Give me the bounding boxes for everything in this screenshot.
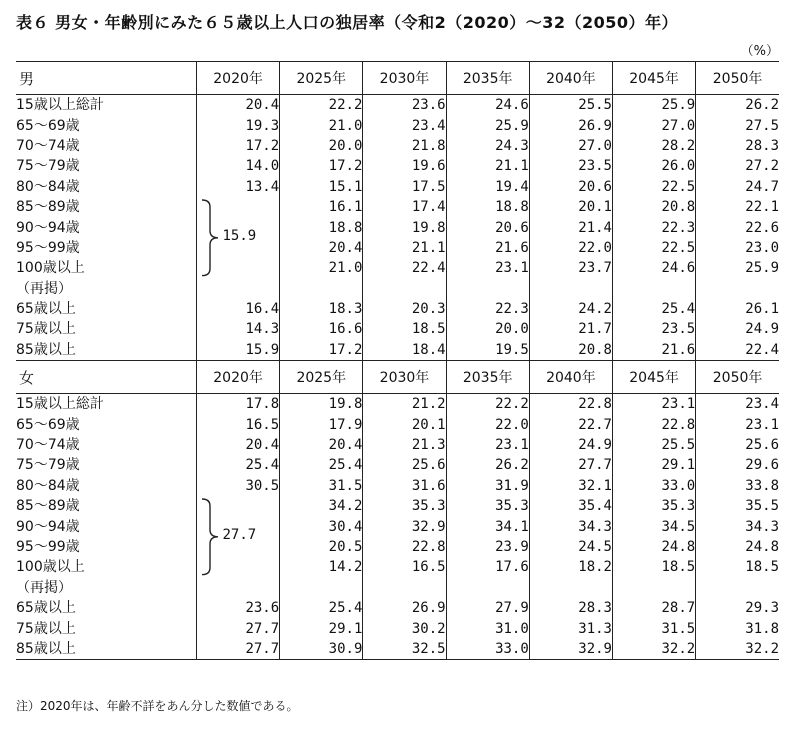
value-cell: 24.3 xyxy=(446,136,529,156)
value-cell: 25.6 xyxy=(363,455,446,475)
table-title: 表６ 男女・年齢別にみた６５歳以上人口の独居率（令和2（2020）～32（2050）年） xyxy=(16,13,679,32)
value-cell: 18.2 xyxy=(529,557,612,577)
merged-85plus-2020-value: 15.9 xyxy=(222,227,257,244)
table-row xyxy=(16,557,779,577)
value-cell: 31.6 xyxy=(363,476,446,496)
value-cell: 34.3 xyxy=(696,516,779,536)
year-header: 2035年 xyxy=(446,62,529,95)
value-cell: 31.8 xyxy=(696,618,779,638)
table-row xyxy=(16,95,779,116)
value-cell: 17.8 xyxy=(196,394,279,415)
year-header: 2030年 xyxy=(363,361,446,394)
value-cell: 23.4 xyxy=(696,394,779,415)
solitary-rate-table xyxy=(16,61,779,660)
value-cell: 20.0 xyxy=(280,136,363,156)
year-header: 2025年 xyxy=(280,361,363,394)
value-cell: 25.9 xyxy=(696,258,779,278)
value-cell: 27.7 xyxy=(529,455,612,475)
value-cell: 26.1 xyxy=(696,299,779,319)
row-label: 90～94歳 xyxy=(16,518,80,535)
value-cell: 22.6 xyxy=(696,217,779,237)
row-label: 85歳以上 xyxy=(16,639,196,660)
value-cell: 28.3 xyxy=(696,136,779,156)
value-cell: 32.2 xyxy=(696,639,779,660)
value-cell: 23.1 xyxy=(446,435,529,455)
value-cell: 32.2 xyxy=(612,639,695,660)
row-label: 70～74歳 xyxy=(16,137,80,154)
value-cell: 16.1 xyxy=(280,197,363,217)
value-cell: 20.4 xyxy=(196,95,279,116)
value-cell: 13.4 xyxy=(196,177,279,197)
value-cell: 30.5 xyxy=(196,476,279,496)
year-header: 2040年 xyxy=(529,62,612,95)
value-cell: 20.1 xyxy=(529,197,612,217)
value-cell: 22.4 xyxy=(696,340,779,361)
year-header: 2050年 xyxy=(696,361,779,394)
value-cell: 18.5 xyxy=(696,557,779,577)
table-row xyxy=(16,537,779,557)
value-cell: 25.4 xyxy=(612,299,695,319)
value-cell: 30.9 xyxy=(280,639,363,660)
row-label: 75～79歳 xyxy=(16,457,80,474)
year-header: 2040年 xyxy=(529,361,612,394)
value-cell: 35.3 xyxy=(612,496,695,516)
value-cell: 22.5 xyxy=(612,238,695,258)
value-cell: 18.5 xyxy=(363,319,446,339)
female-section-label: 女 xyxy=(16,361,196,394)
value-cell: 22.2 xyxy=(280,95,363,116)
row-label: 95～99歳 xyxy=(16,539,80,555)
value-cell: 26.9 xyxy=(529,115,612,135)
value-cell: 22.7 xyxy=(529,414,612,434)
value-cell: 28.7 xyxy=(612,598,695,618)
value-cell: 22.2 xyxy=(446,394,529,415)
value-cell: 19.5 xyxy=(446,340,529,361)
value-cell: 27.7 xyxy=(196,639,279,660)
value-cell: 21.8 xyxy=(363,136,446,156)
value-cell xyxy=(446,578,529,598)
value-cell xyxy=(612,279,695,299)
table-row xyxy=(16,414,779,434)
value-cell: 20.3 xyxy=(363,299,446,319)
value-cell: 20.5 xyxy=(280,537,363,557)
value-cell: 29.3 xyxy=(696,598,779,618)
value-cell xyxy=(529,279,612,299)
value-cell: 15.1 xyxy=(280,177,363,197)
value-cell: 21.4 xyxy=(529,217,612,237)
table-row xyxy=(16,639,779,660)
value-cell xyxy=(696,578,779,598)
value-cell: 21.6 xyxy=(446,238,529,258)
value-cell: 22.8 xyxy=(363,537,446,557)
value-cell: 20.6 xyxy=(446,217,529,237)
value-cell: 34.5 xyxy=(612,516,695,536)
row-label: （再掲） xyxy=(16,280,72,297)
row-label: 65～69歳 xyxy=(16,416,80,433)
table-row xyxy=(16,394,779,415)
value-cell: 33.0 xyxy=(612,476,695,496)
value-cell: 21.1 xyxy=(363,238,446,258)
value-cell: 25.9 xyxy=(446,115,529,135)
value-cell: 21.1 xyxy=(446,156,529,176)
value-cell: 23.0 xyxy=(696,238,779,258)
value-cell: 23.5 xyxy=(529,156,612,176)
value-cell: 34.3 xyxy=(529,516,612,536)
value-cell: 24.2 xyxy=(529,299,612,319)
value-cell: 24.6 xyxy=(612,258,695,278)
value-cell: 31.3 xyxy=(529,618,612,638)
value-cell: 18.3 xyxy=(280,299,363,319)
value-cell: 32.9 xyxy=(363,516,446,536)
merge-brace-icon xyxy=(200,197,224,279)
value-cell: 32.5 xyxy=(363,639,446,660)
value-cell: 19.4 xyxy=(446,177,529,197)
value-cell: 27.9 xyxy=(446,598,529,618)
male-header-row xyxy=(16,62,779,95)
value-cell: 26.0 xyxy=(612,156,695,176)
value-cell: 22.8 xyxy=(612,414,695,434)
value-cell: 20.4 xyxy=(280,435,363,455)
value-cell: 29.1 xyxy=(280,618,363,638)
year-header: 2045年 xyxy=(612,361,695,394)
year-header: 2030年 xyxy=(363,62,446,95)
table-row xyxy=(16,319,779,339)
value-cell: 21.0 xyxy=(280,115,363,135)
value-cell: 18.5 xyxy=(612,557,695,577)
value-cell: 22.5 xyxy=(612,177,695,197)
value-cell: 22.0 xyxy=(529,238,612,258)
value-cell: 27.0 xyxy=(612,115,695,135)
value-cell: 18.8 xyxy=(280,217,363,237)
value-cell: 27.5 xyxy=(696,115,779,135)
table-row xyxy=(16,578,779,598)
value-cell: 20.8 xyxy=(612,197,695,217)
row-label: 85～89歳 xyxy=(16,199,80,216)
value-cell: 25.4 xyxy=(196,455,279,475)
table-row xyxy=(16,177,779,197)
value-cell: 22.3 xyxy=(446,299,529,319)
value-cell: 17.5 xyxy=(363,177,446,197)
value-cell: 21.7 xyxy=(529,319,612,339)
value-cell: 25.5 xyxy=(612,435,695,455)
value-cell: 25.5 xyxy=(529,95,612,116)
value-cell: 21.6 xyxy=(612,340,695,361)
value-cell: 32.1 xyxy=(529,476,612,496)
value-cell: 26.2 xyxy=(696,95,779,116)
value-cell: 24.6 xyxy=(446,95,529,116)
value-cell xyxy=(363,578,446,598)
value-cell: 22.8 xyxy=(529,394,612,415)
table-row xyxy=(16,279,779,299)
value-cell: 28.2 xyxy=(612,136,695,156)
value-cell: 19.8 xyxy=(363,217,446,237)
value-cell: 17.9 xyxy=(280,414,363,434)
value-cell: 30.4 xyxy=(280,516,363,536)
value-cell: 25.6 xyxy=(696,435,779,455)
value-cell: 14.2 xyxy=(280,557,363,577)
row-label: 65歳以上 xyxy=(16,600,76,617)
value-cell: 27.2 xyxy=(696,156,779,176)
value-cell: 23.5 xyxy=(612,319,695,339)
value-cell xyxy=(612,578,695,598)
row-label: 100歳以上 xyxy=(16,260,85,277)
value-cell: 31.9 xyxy=(446,476,529,496)
value-cell xyxy=(196,578,279,598)
value-cell: 14.3 xyxy=(196,319,279,339)
value-cell: 18.8 xyxy=(446,197,529,217)
value-cell: 15.9 xyxy=(196,340,279,361)
value-cell: 17.2 xyxy=(280,340,363,361)
year-header: 2035年 xyxy=(446,361,529,394)
value-cell: 21.3 xyxy=(363,435,446,455)
value-cell: 23.6 xyxy=(196,598,279,618)
table-row xyxy=(16,618,779,638)
value-cell xyxy=(280,578,363,598)
value-cell: 23.7 xyxy=(529,258,612,278)
value-cell: 20.1 xyxy=(363,414,446,434)
value-cell: 20.4 xyxy=(280,238,363,258)
value-cell: 23.1 xyxy=(696,414,779,434)
value-cell: 35.4 xyxy=(529,496,612,516)
male-section-label: 男 xyxy=(16,62,196,95)
value-cell: 32.9 xyxy=(529,639,612,660)
row-label: 15歳以上総計 xyxy=(16,396,104,413)
value-cell xyxy=(363,279,446,299)
value-cell: 22.1 xyxy=(696,197,779,217)
value-cell xyxy=(446,279,529,299)
footnote: 注）2020年は、年齢不詳をあん分した数値である。 xyxy=(16,699,299,713)
row-label: 85歳以上 xyxy=(16,340,196,361)
value-cell: 25.4 xyxy=(280,455,363,475)
table-row xyxy=(16,115,779,135)
value-cell: 31.5 xyxy=(280,476,363,496)
value-cell: 24.8 xyxy=(696,537,779,557)
year-header: 2020年 xyxy=(196,361,279,394)
row-label: 75～79歳 xyxy=(16,158,80,175)
value-cell: 17.4 xyxy=(363,197,446,217)
value-cell: 29.1 xyxy=(612,455,695,475)
value-cell: 35.5 xyxy=(696,496,779,516)
table-row xyxy=(16,197,779,217)
value-cell xyxy=(529,578,612,598)
merge-brace-icon xyxy=(200,496,224,578)
value-cell: 35.3 xyxy=(363,496,446,516)
value-cell: 24.7 xyxy=(696,177,779,197)
value-cell: 28.3 xyxy=(529,598,612,618)
row-label: 15歳以上総計 xyxy=(16,97,104,114)
value-cell: 17.2 xyxy=(280,156,363,176)
table-row xyxy=(16,156,779,176)
table-row xyxy=(16,496,779,516)
table-row xyxy=(16,598,779,618)
table-row xyxy=(16,435,779,455)
unit-label: （%） xyxy=(740,44,779,59)
value-cell: 23.1 xyxy=(446,258,529,278)
row-label: 80～84歳 xyxy=(16,178,80,195)
row-label: 100歳以上 xyxy=(16,559,85,576)
value-cell: 16.5 xyxy=(196,414,279,434)
value-cell: 16.4 xyxy=(196,299,279,319)
value-cell xyxy=(196,279,279,299)
value-cell: 20.6 xyxy=(529,177,612,197)
value-cell: 17.2 xyxy=(196,136,279,156)
value-cell: 23.4 xyxy=(363,115,446,135)
row-label: 70～74歳 xyxy=(16,437,80,454)
value-cell: 23.9 xyxy=(446,537,529,557)
table-row xyxy=(16,455,779,475)
value-cell: 22.3 xyxy=(612,217,695,237)
year-header: 2020年 xyxy=(196,62,279,95)
value-cell: 20.8 xyxy=(529,340,612,361)
row-label: 80～84歳 xyxy=(16,477,80,494)
value-cell: 19.8 xyxy=(280,394,363,415)
row-label: 95～99歳 xyxy=(16,239,80,256)
year-header: 2045年 xyxy=(612,62,695,95)
row-label: （再掲） xyxy=(16,579,72,596)
value-cell: 19.3 xyxy=(196,115,279,135)
value-cell: 20.0 xyxy=(446,319,529,339)
value-cell: 25.9 xyxy=(612,95,695,116)
value-cell: 27.0 xyxy=(529,136,612,156)
value-cell: 30.2 xyxy=(363,618,446,638)
value-cell: 20.4 xyxy=(196,435,279,455)
merged-85plus-2020-value: 27.7 xyxy=(222,526,257,543)
value-cell: 29.6 xyxy=(696,455,779,475)
table-row xyxy=(16,340,779,361)
table-row xyxy=(16,299,779,319)
value-cell: 17.6 xyxy=(446,557,529,577)
table-row xyxy=(16,476,779,496)
value-cell: 21.0 xyxy=(280,258,363,278)
value-cell: 14.0 xyxy=(196,156,279,176)
value-cell: 23.1 xyxy=(612,394,695,415)
value-cell: 22.4 xyxy=(363,258,446,278)
row-label: 75歳以上 xyxy=(16,321,76,338)
table-row xyxy=(16,217,779,237)
value-cell: 31.5 xyxy=(612,618,695,638)
value-cell: 24.9 xyxy=(529,435,612,455)
table-row xyxy=(16,258,779,278)
value-cell xyxy=(280,279,363,299)
value-cell: 24.9 xyxy=(696,319,779,339)
value-cell: 34.2 xyxy=(280,496,363,516)
value-cell: 18.4 xyxy=(363,340,446,361)
female-header-row xyxy=(16,361,779,394)
table-row xyxy=(16,238,779,258)
table-row xyxy=(16,516,779,536)
value-cell: 19.6 xyxy=(363,156,446,176)
row-label: 65歳以上 xyxy=(16,301,76,318)
value-cell: 35.3 xyxy=(446,496,529,516)
value-cell: 34.1 xyxy=(446,516,529,536)
value-cell: 31.0 xyxy=(446,618,529,638)
row-label: 65～69歳 xyxy=(16,117,80,134)
value-cell: 33.8 xyxy=(696,476,779,496)
value-cell: 33.0 xyxy=(446,639,529,660)
value-cell: 26.9 xyxy=(363,598,446,618)
table-row xyxy=(16,136,779,156)
value-cell: 24.8 xyxy=(612,537,695,557)
row-label: 75歳以上 xyxy=(16,620,76,637)
value-cell: 25.4 xyxy=(280,598,363,618)
row-label: 90～94歳 xyxy=(16,219,80,236)
value-cell: 16.6 xyxy=(280,319,363,339)
value-cell: 21.2 xyxy=(363,394,446,415)
year-header: 2050年 xyxy=(696,62,779,95)
value-cell: 27.7 xyxy=(196,618,279,638)
value-cell: 24.5 xyxy=(529,537,612,557)
value-cell: 16.5 xyxy=(363,557,446,577)
value-cell xyxy=(696,279,779,299)
value-cell: 26.2 xyxy=(446,455,529,475)
year-header: 2025年 xyxy=(280,62,363,95)
value-cell: 23.6 xyxy=(363,95,446,116)
value-cell: 22.0 xyxy=(446,414,529,434)
row-label: 85～89歳 xyxy=(16,498,80,515)
